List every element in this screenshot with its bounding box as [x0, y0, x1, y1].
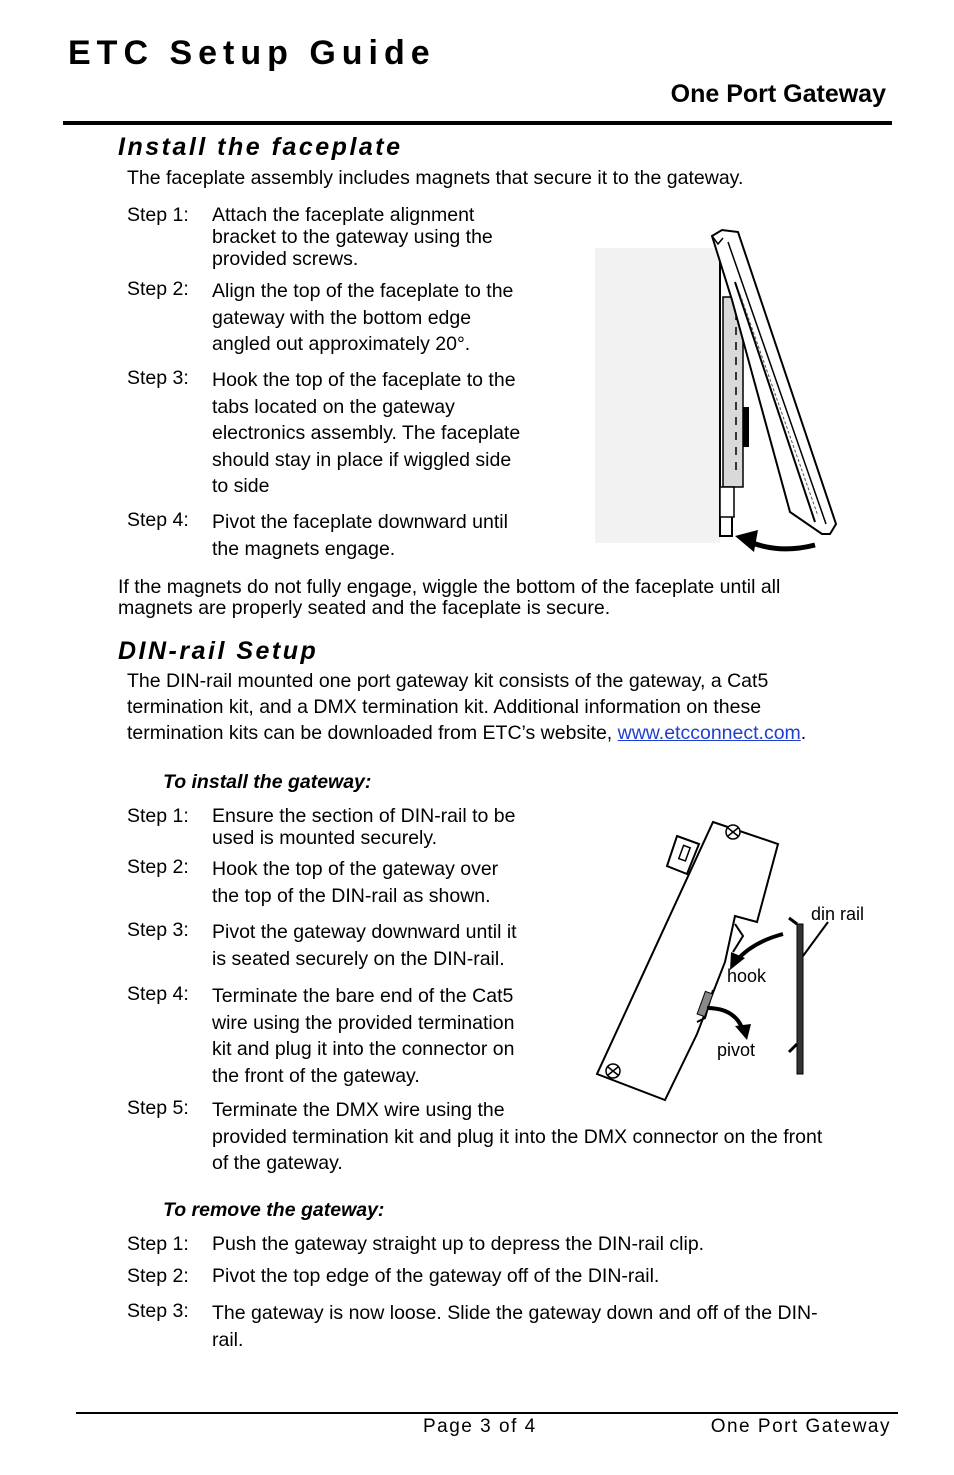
arrow-head [735, 530, 758, 552]
pivot-arrow [750, 542, 815, 549]
step-text-line: gateway with the bottom edge [212, 306, 472, 329]
hook-arrow [737, 934, 783, 960]
step-text-line: Terminate the bare end of the Cat5 [212, 985, 514, 1007]
step-text-line: electronics assembly. The faceplate [212, 422, 521, 444]
step-text-line: Push the gateway straight up to depress the DIN-rail clip. [212, 1233, 705, 1255]
step-text-line: the top of the DIN-rail as shown. [212, 884, 491, 907]
step-text-line: used is mounted securely. [212, 827, 438, 849]
step-text-line: angled out approximately 20°. [212, 333, 471, 355]
step-label: Step 2: [127, 1265, 189, 1287]
step-text-line: bracket to the gateway using the [212, 226, 493, 248]
rail-leader-line [803, 922, 828, 956]
step-text-line: Hook the top of the faceplate to the [212, 369, 516, 391]
step-text-line: is seated securely on the DIN-rail. [212, 947, 505, 970]
step-text-line: tabs located on the gateway [212, 395, 455, 418]
step-text-line: kit and plug it into the connector on [212, 1038, 515, 1060]
step-text-line: rail. [212, 1328, 244, 1351]
step-label: Step 5: [127, 1097, 189, 1119]
step-label: Step 4: [127, 509, 189, 531]
remove-procedure-heading: To remove the gateway: [163, 1199, 385, 1221]
pivot-label: pivot [717, 1040, 756, 1060]
din-rail-illustration [585, 812, 875, 1107]
faceplate-heading: Install the faceplate [118, 133, 403, 161]
step-text-line: to side [212, 475, 270, 497]
step-text-line: wire using the provided termination [212, 1011, 515, 1034]
step-text-line: Terminate the DMX wire using the [212, 1099, 505, 1121]
step-label: Step 2: [127, 856, 189, 878]
din-heading: DIN-rail Setup [118, 637, 319, 665]
step-text-line: The gateway is now loose. Slide the gateway down and off of the DIN- [212, 1302, 818, 1324]
faceplate-intro: The faceplate assembly includes magnets that secure it to the gateway. [127, 167, 744, 189]
intro-punct: . [800, 722, 807, 744]
header-divider [63, 121, 892, 125]
footer-document-name: One Port Gateway [710, 1416, 891, 1437]
step-text-line: Pivot the top edge of the gateway off of the DIN-rail. [212, 1265, 660, 1287]
step-text-line: Ensure the section of DIN-rail to be [212, 805, 516, 827]
step-text-line: Pivot the gateway downward until it [212, 921, 517, 943]
step-label: Step 3: [127, 919, 189, 941]
step-text-line: of the gateway. [212, 1152, 343, 1174]
step-label: Step 3: [127, 1300, 189, 1322]
page-number: Page 3 of 4 [423, 1416, 537, 1437]
footer-divider [76, 1412, 898, 1414]
step-label: Step 1: [127, 204, 189, 226]
intro-text: termination kits can be downloaded from ETC’s website, [127, 722, 618, 744]
step-label: Step 1: [127, 805, 189, 827]
document-title: ETC Setup Guide [68, 34, 436, 72]
step-label: Step 2: [127, 278, 189, 300]
etcconnect-link[interactable]: www.etcconnect.com [617, 722, 801, 744]
din-intro [127, 668, 806, 746]
intro-line [127, 720, 806, 746]
din-rail-label: din rail [811, 904, 865, 924]
intro-line: The DIN-rail mounted one port gateway kit consists of the gateway, a Cat5 [127, 670, 769, 692]
step-text-line: the magnets engage. [212, 537, 396, 560]
step-label: Step 4: [127, 983, 189, 1005]
step-text-line: Align the top of the faceplate to the [212, 280, 514, 302]
wall-backdrop [595, 248, 720, 543]
din-rail [797, 924, 803, 1074]
step-text-line: provided termination kit and plug it into the DMX connector on the front [212, 1125, 823, 1148]
hook-label: hook [727, 966, 767, 986]
step-text-line: Pivot the faceplate downward until [212, 511, 508, 533]
faceplate-note [118, 577, 780, 619]
step-text-line: provided screws. [212, 248, 359, 270]
faceplate-illustration [590, 222, 850, 557]
step-label: Step 3: [127, 367, 189, 389]
install-procedure-heading: To install the gateway: [163, 771, 372, 793]
step-text-line: Attach the faceplate alignment [212, 204, 475, 226]
step-text-line: should stay in place if wiggled side [212, 448, 512, 471]
document-subtitle: One Port Gateway [670, 80, 886, 108]
note-line: If the magnets do not fully engage, wiggle the bottom of the faceplate until all [118, 576, 781, 598]
step-text-line: the front of the gateway. [212, 1064, 420, 1087]
step-label: Step 1: [127, 1233, 189, 1255]
intro-line: termination kit, and a DMX termination kit. Additional information on these [127, 696, 762, 718]
note-line: magnets are properly seated and the faceplate is secure. [118, 597, 611, 619]
step-text-line: Hook the top of the gateway over [212, 858, 499, 880]
